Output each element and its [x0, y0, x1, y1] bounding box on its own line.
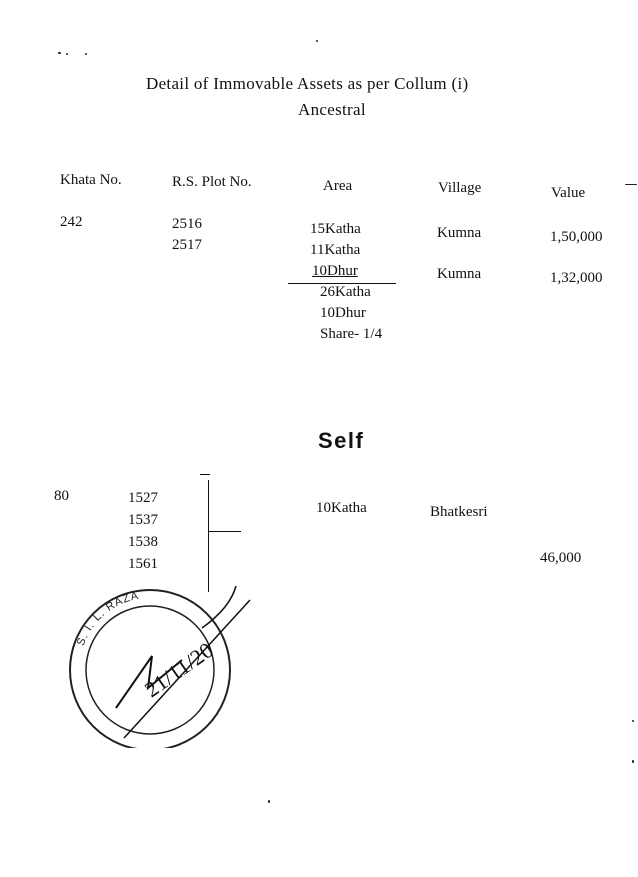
scan-speck	[268, 800, 270, 803]
self-village: Bhatkesri	[430, 504, 488, 520]
self-area: 10Katha	[316, 500, 367, 516]
ancestral-plot: 2516	[172, 216, 202, 232]
self-plot: 1537	[128, 512, 158, 528]
ancestral-value: 1,32,000	[550, 270, 603, 286]
header-khata-no: Khata No.	[60, 172, 122, 188]
ancestral-area-line: 10Dhur	[312, 263, 358, 279]
ancestral-value: 1,50,000	[550, 229, 603, 245]
self-heading: Self	[318, 428, 365, 453]
svg-text:21/11/20: 21/11/20	[139, 637, 218, 703]
header-village: Village	[438, 180, 482, 196]
header-value: Value	[551, 185, 586, 201]
scan-speck	[632, 720, 634, 722]
self-value: 46,000	[540, 550, 582, 566]
scan-speck	[85, 53, 87, 55]
official-stamp	[52, 568, 252, 753]
scan-speck	[625, 184, 637, 185]
scan-speck	[66, 53, 68, 55]
ancestral-area-line: 26Katha	[320, 284, 371, 300]
self-plot: 1561	[128, 556, 158, 572]
header-area: Area	[323, 178, 353, 194]
svg-text:S. I. L. RAZA: S. I. L. RAZA	[74, 589, 141, 648]
ancestral-plot: 2517	[172, 237, 202, 253]
self-plot: 1538	[128, 534, 158, 550]
scan-speck	[632, 760, 634, 763]
ancestral-area-line: 10Dhur	[320, 305, 366, 321]
document-subtitle: Ancestral	[298, 100, 366, 119]
document-title: Detail of Immovable Assets as per Collum (i)	[146, 74, 469, 93]
ancestral-area-line: 11Katha	[310, 242, 361, 258]
ancestral-area-line: Share- 1/4	[320, 326, 383, 342]
header-rs-plot-no: R.S. Plot No.	[172, 174, 252, 190]
scan-speck	[58, 52, 61, 54]
bracket-line	[200, 474, 210, 475]
self-plot: 1527	[128, 490, 158, 506]
bracket-line	[209, 531, 241, 532]
ancestral-khata-no: 242	[60, 214, 83, 230]
self-khata-no: 80	[54, 488, 69, 504]
ancestral-area-line: 15Katha	[310, 221, 361, 237]
ancestral-village: Kumna	[437, 225, 482, 241]
ancestral-village: Kumna	[437, 266, 482, 282]
scan-speck	[316, 40, 318, 42]
